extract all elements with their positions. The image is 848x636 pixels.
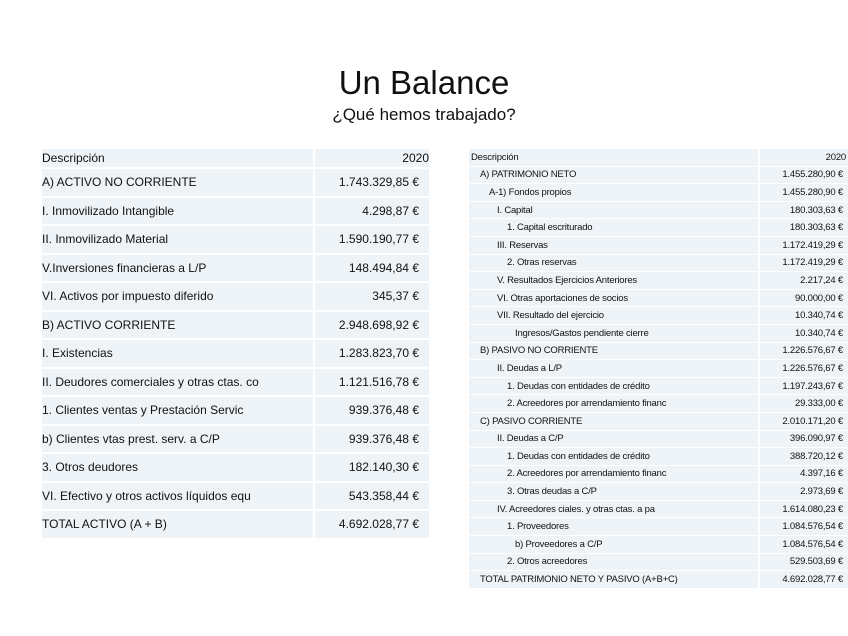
row-value: 1.226.576,67 € xyxy=(758,360,848,377)
row-value: 1.455.280,90 € xyxy=(758,167,848,184)
row-value: 4.692.028,77 € xyxy=(758,571,848,588)
row-value: 4.692.028,77 € xyxy=(313,511,429,538)
table-row xyxy=(42,426,429,453)
table-row xyxy=(42,483,429,510)
row-description: b) Proveedores a C/P xyxy=(469,536,758,553)
row-value: 1.121.516,78 € xyxy=(313,369,429,396)
row-description: IV. Acreedores ciales. y otras ctas. a pa xyxy=(469,501,758,518)
table-row xyxy=(469,360,848,377)
table-row xyxy=(469,536,848,553)
table-row xyxy=(469,167,848,184)
table-row xyxy=(469,307,848,324)
row-value: 2.217,24 € xyxy=(758,272,848,289)
row-value: 90.000,00 € xyxy=(758,290,848,307)
row-description: 3. Otros deudores xyxy=(42,454,313,481)
header-description: Descripción xyxy=(469,149,758,166)
row-description: III. Reservas xyxy=(469,237,758,254)
table-row xyxy=(469,237,848,254)
row-description: TOTAL PATRIMONIO NETO Y PASIVO (A+B+C) xyxy=(469,571,758,588)
row-description: 1. Deudas con entidades de crédito xyxy=(469,378,758,395)
row-value: 1.084.576,54 € xyxy=(758,536,848,553)
row-description: 2. Acreedores por arrendamiento financ xyxy=(469,466,758,483)
table-row xyxy=(42,226,429,253)
row-description: VI. Activos por impuesto diferido xyxy=(42,283,313,310)
row-description: B) ACTIVO CORRIENTE xyxy=(42,312,313,339)
table-row xyxy=(469,518,848,535)
table-row xyxy=(469,290,848,307)
row-description: 1. Deudas con entidades de crédito xyxy=(469,448,758,465)
table-row xyxy=(42,340,429,367)
table-row-total xyxy=(42,511,429,538)
row-description: I. Inmovilizado Intangible xyxy=(42,198,313,225)
table-row xyxy=(469,395,848,412)
row-value: 1.197.243,67 € xyxy=(758,378,848,395)
row-description: II. Inmovilizado Material xyxy=(42,226,313,253)
row-description: b) Clientes vtas prest. serv. a C/P xyxy=(42,426,313,453)
row-value: 388.720,12 € xyxy=(758,448,848,465)
row-description: A) ACTIVO NO CORRIENTE xyxy=(42,169,313,196)
row-value: 1.743.329,85 € xyxy=(313,169,429,196)
row-description: 1. Proveedores xyxy=(469,518,758,535)
table-row xyxy=(469,343,848,360)
row-description: 2. Acreedores por arrendamiento financ xyxy=(469,395,758,412)
row-description: 1. Capital escriturado xyxy=(469,219,758,236)
row-value: 148.494,84 € xyxy=(313,255,429,282)
row-value: 939.376,48 € xyxy=(313,397,429,424)
table-row xyxy=(469,255,848,272)
row-description: TOTAL ACTIVO (A + B) xyxy=(42,511,313,538)
activo-table xyxy=(42,147,429,540)
row-value: 529.503,69 € xyxy=(758,554,848,571)
row-value: 10.340,74 € xyxy=(758,307,848,324)
table-row xyxy=(42,312,429,339)
row-description: V. Resultados Ejercicios Anteriores xyxy=(469,272,758,289)
page-subtitle: ¿Qué hemos trabajado? xyxy=(332,105,516,124)
row-description: V.Inversiones financieras a L/P xyxy=(42,255,313,282)
row-description: A) PATRIMONIO NETO xyxy=(469,167,758,184)
table-row xyxy=(469,501,848,518)
table-row xyxy=(469,554,848,571)
row-value: 2.973,69 € xyxy=(758,483,848,500)
row-value: 2.948.698,92 € xyxy=(313,312,429,339)
table-row xyxy=(42,255,429,282)
row-value: 1.590.190,77 € xyxy=(313,226,429,253)
row-value: 29.333,00 € xyxy=(758,395,848,412)
row-value: 1.455.280,90 € xyxy=(758,184,848,201)
row-value: 4.298,87 € xyxy=(313,198,429,225)
header-description: Descripción xyxy=(42,149,313,167)
row-description: 2. Otros acreedores xyxy=(469,554,758,571)
table-row xyxy=(469,219,848,236)
row-description: C) PASIVO CORRIENTE xyxy=(469,413,758,430)
table-row xyxy=(42,397,429,424)
header-year: 2020 xyxy=(758,149,848,166)
row-value: 4.397,16 € xyxy=(758,466,848,483)
row-description: II. Deudas a C/P xyxy=(469,431,758,448)
row-description: II. Deudas a L/P xyxy=(469,360,758,377)
header-year: 2020 xyxy=(313,149,429,167)
row-description: I. Existencias xyxy=(42,340,313,367)
table-row xyxy=(469,448,848,465)
table-row-total xyxy=(469,571,848,588)
table-row xyxy=(42,454,429,481)
page-title: Un Balance xyxy=(338,64,510,101)
table-row xyxy=(42,283,429,310)
row-value: 543.358,44 € xyxy=(313,483,429,510)
row-value: 345,37 € xyxy=(313,283,429,310)
row-description: B) PASIVO NO CORRIENTE xyxy=(469,343,758,360)
table-row xyxy=(469,413,848,430)
pasivo-table xyxy=(469,148,848,589)
table-row xyxy=(469,466,848,483)
row-value: 1.172.419,29 € xyxy=(758,237,848,254)
table-header-row xyxy=(42,149,429,167)
table-row xyxy=(42,169,429,196)
table-row xyxy=(469,184,848,201)
row-value: 2.010.171,20 € xyxy=(758,413,848,430)
row-value: 1.172.419,29 € xyxy=(758,255,848,272)
row-description: A-1) Fondos propios xyxy=(469,184,758,201)
table-row xyxy=(469,272,848,289)
row-value: 1.614.080,23 € xyxy=(758,501,848,518)
row-value: 1.226.576,67 € xyxy=(758,343,848,360)
row-description: 2. Otras reservas xyxy=(469,255,758,272)
table-header-row xyxy=(469,149,848,166)
row-value: 1.084.576,54 € xyxy=(758,518,848,535)
row-value: 1.283.823,70 € xyxy=(313,340,429,367)
row-value: 396.090,97 € xyxy=(758,431,848,448)
row-description: VII. Resultado del ejercicio xyxy=(469,307,758,324)
row-value: 180.303,63 € xyxy=(758,202,848,219)
table-row xyxy=(42,198,429,225)
row-description: I. Capital xyxy=(469,202,758,219)
row-description: VI. Otras aportaciones de socios xyxy=(469,290,758,307)
row-description: VI. Efectivo y otros activos líquidos equ xyxy=(42,483,313,510)
row-value: 180.303,63 € xyxy=(758,219,848,236)
table-row xyxy=(469,431,848,448)
row-value: 939.376,48 € xyxy=(313,426,429,453)
row-description: 3. Otras deudas a C/P xyxy=(469,483,758,500)
table-row xyxy=(42,369,429,396)
row-description: II. Deudores comerciales y otras ctas. co xyxy=(42,369,313,396)
table-row xyxy=(469,202,848,219)
row-value: 10.340,74 € xyxy=(758,325,848,342)
table-row xyxy=(469,325,848,342)
row-description: 1. Clientes ventas y Prestación Servic xyxy=(42,397,313,424)
table-row xyxy=(469,483,848,500)
table-row xyxy=(469,378,848,395)
row-description: Ingresos/Gastos pendiente cierre xyxy=(469,325,758,342)
row-value: 182.140,30 € xyxy=(313,454,429,481)
